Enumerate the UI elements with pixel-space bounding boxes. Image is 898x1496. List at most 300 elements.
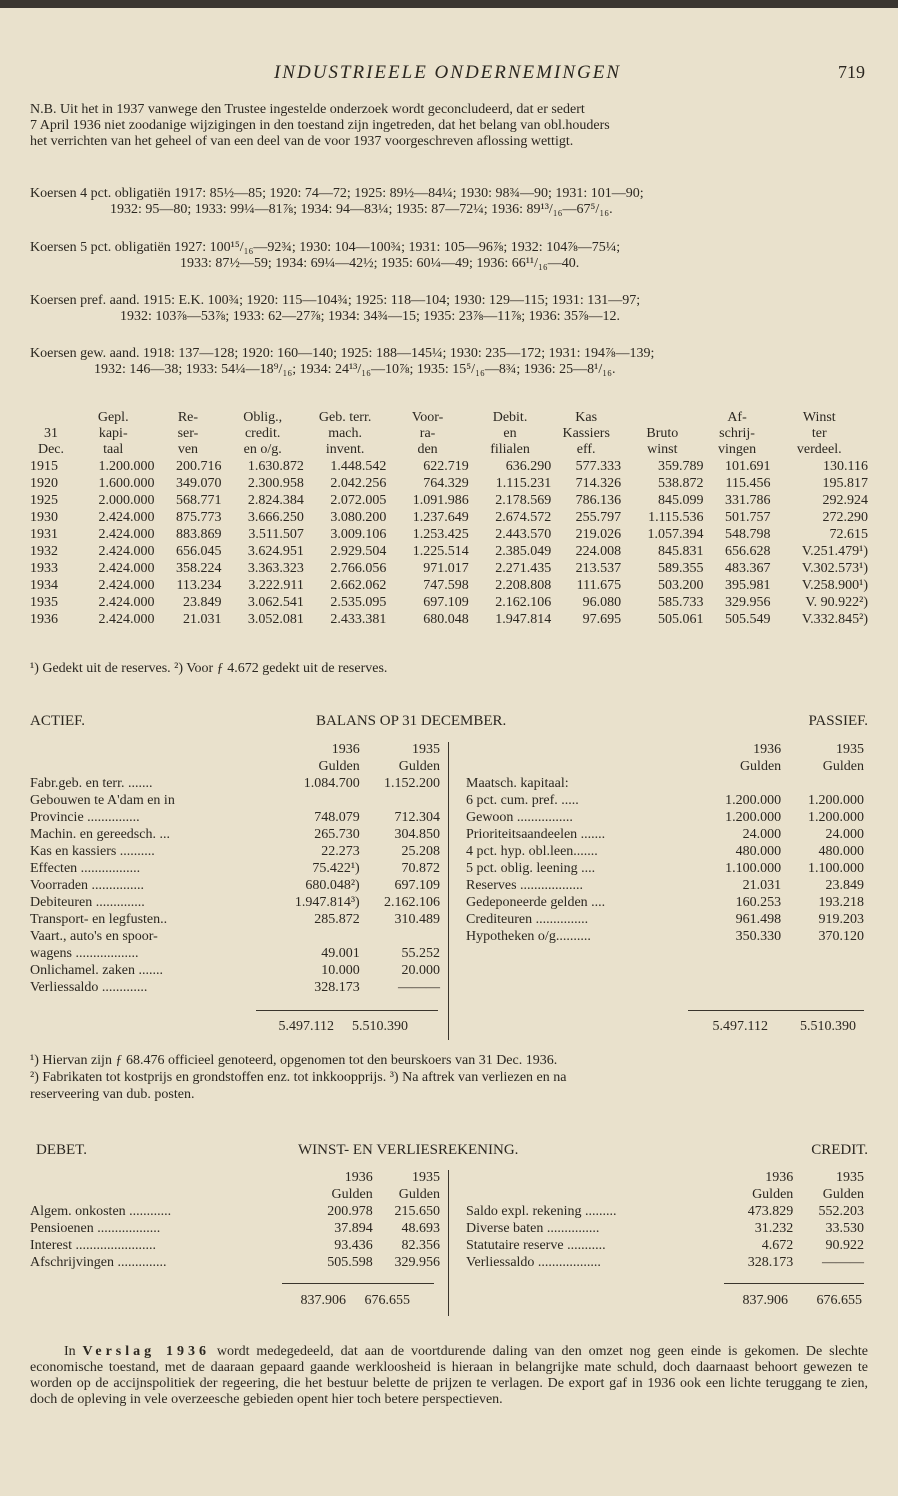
cell-value: 75.422¹) <box>312 861 360 876</box>
table-cell: 2.662.062 <box>330 578 387 593</box>
koersen-pref <box>30 293 868 325</box>
unit-header: Gulden <box>318 759 360 774</box>
cell-value: 350.330 <box>735 929 782 944</box>
table-cell: 358.224 <box>175 561 222 576</box>
actief-total-1936: 5.497.112 <box>278 1019 334 1034</box>
cell-value: 90.922 <box>825 1238 864 1253</box>
wv-title: WINST- EN VERLIESREKENING. <box>298 1142 519 1158</box>
running-title: INDUSTRIEELE ONDERNEMINGEN <box>273 62 621 83</box>
col-header: Bruto winst <box>646 426 679 457</box>
koersen-line: 1932: 103⅞—53⅞; 1933: 62—27⅞; 1934: 34¾—15; 1935: 23⅞—11⅞; 1936: 35⅞—12. <box>120 309 620 324</box>
row-label: Effecten ................. <box>30 861 141 876</box>
cell-value: 748.079 <box>314 810 360 825</box>
col-header: Af- schrij- vingen <box>717 410 757 457</box>
table-cell: 349.070 <box>175 476 222 491</box>
ledger-row <box>466 928 864 945</box>
table-cell: 2.424.000 <box>98 578 155 593</box>
cell-value: 265.730 <box>314 827 360 842</box>
ledger-row <box>30 1203 440 1220</box>
table-cell: 200.716 <box>175 459 222 474</box>
table-cell: V.258.900¹) <box>801 578 868 593</box>
year-header: 1935 <box>412 742 440 757</box>
table-cell: 1.200.000 <box>98 459 155 474</box>
wv-heading <box>30 1142 868 1160</box>
cell-value: 82.356 <box>401 1238 440 1253</box>
koersen-4pct <box>30 186 868 218</box>
cell-value: 215.650 <box>394 1204 440 1219</box>
year-cell: 1933 <box>30 561 58 576</box>
table-cell: 3.666.250 <box>247 510 304 525</box>
table-cell: 680.048 <box>423 612 469 627</box>
balans-note: ²) Fabrikaten tot kostprijs en grondstoffen enz. tot inkkoopprijs. ³) Na aftrek van verliezen en na <box>30 1070 567 1085</box>
cell-value: 480.000 <box>735 844 782 859</box>
cell-value <box>698 775 781 792</box>
financial-table <box>30 410 868 628</box>
table-cell: 2.535.095 <box>330 595 387 610</box>
ledger-row <box>30 775 440 792</box>
year-header: 1935 <box>836 1170 864 1185</box>
row-label: Gewoon ................ <box>466 810 573 825</box>
credit-total-1936: 837.906 <box>742 1293 788 1308</box>
table-cell: 845.099 <box>658 493 704 508</box>
ledger-row <box>30 894 440 911</box>
cell-value: 1.200.000 <box>808 810 864 825</box>
cell-value: 1.084.700 <box>303 776 360 791</box>
table-cell: 2.042.256 <box>330 476 387 491</box>
verslag-text: wordt medegedeeld, dat aan de voortdurende daling van den omzet nog geen einde is gekomen. De slechte economische toestand, met de daaraan gepaard gaande werkloosheid is hieraan in belangrijke mate schuld, doch daarnaast behoort gewezen te worden op de accijnspolitiek der regeering, die het bestuur belette de prijzen te verlagen. De export gaf in 1936 ook een lichte teruggang te zien, doch de opleving in vele overzeesche gebieden opent hier toch betere perspectieven. <box>30 1344 868 1407</box>
cell-value: 329.956 <box>394 1255 440 1270</box>
scan-edge <box>0 0 898 8</box>
table-cell: 395.981 <box>725 578 771 593</box>
ledger-row <box>30 809 440 826</box>
cell-value <box>360 792 440 809</box>
table-cell: 2.271.435 <box>495 561 552 576</box>
unit-header: Gulden <box>398 759 440 774</box>
koersen-line: Koersen pref. aand. 1915: E.K. 100¾; 1920: 115—104¾; 1925: 118—104; 1930: 129—115; 1931: 131—97; <box>30 293 641 308</box>
table-row <box>30 509 868 526</box>
balans-note: reserveering van dub. posten. <box>30 1087 195 1102</box>
table-cell: 2.424.000 <box>98 595 155 610</box>
ledger-row <box>30 843 440 860</box>
balans-title: BALANS OP 31 DECEMBER. <box>316 713 507 729</box>
table-cell: 786.136 <box>575 493 622 508</box>
passief-total-1935: 5.510.390 <box>800 1019 856 1034</box>
ledger-row <box>466 1203 864 1220</box>
cell-value: 1.200.000 <box>808 793 864 808</box>
row-label: Maatsch. kapitaal: <box>466 776 569 791</box>
table-cell: 714.326 <box>575 476 622 491</box>
debet-total-1936: 837.906 <box>300 1293 346 1308</box>
cell-value: ——— <box>398 980 440 995</box>
cell-value: 21.031 <box>742 878 782 893</box>
col-header: Oblig., credit. en o/g. <box>243 410 283 457</box>
cell-value: 25.208 <box>401 844 440 859</box>
cell-value: 31.232 <box>754 1221 794 1236</box>
ledger-row <box>30 928 440 945</box>
table-cell: 2.929.504 <box>330 544 387 559</box>
actief-total-1935: 5.510.390 <box>352 1019 408 1034</box>
cell-value: 48.693 <box>401 1221 440 1236</box>
actief-table <box>30 741 440 996</box>
year-cell: 1932 <box>30 544 58 559</box>
cell-value: 328.173 <box>747 1255 794 1270</box>
debet-table <box>30 1169 440 1271</box>
year-cell: 1930 <box>30 510 58 525</box>
table-cell: 2.162.106 <box>495 595 552 610</box>
cell-value: 37.894 <box>334 1221 373 1236</box>
row-label: Machin. en gereedsch. ... <box>30 827 170 842</box>
ledger-row <box>466 1220 864 1237</box>
total-rule <box>282 1283 434 1284</box>
table-cell: 113.234 <box>176 578 222 593</box>
cell-value: 1.152.200 <box>384 776 440 791</box>
cell-value: 712.304 <box>394 810 440 825</box>
cell-value: 1.100.000 <box>725 861 782 876</box>
table-cell: 1.115.536 <box>648 510 704 525</box>
table-cell: 2.424.000 <box>98 544 155 559</box>
table-cell: 589.355 <box>658 561 704 576</box>
cell-value: 328.173 <box>314 980 360 995</box>
table-cell: 292.924 <box>822 493 868 508</box>
row-label: Crediteuren ............... <box>466 912 589 927</box>
koersen-line: Koersen gew. aand. 1918: 137—128; 1920: 160—140; 1925: 188—145¼; 1930: 235—172; 1931: 194⅞—139; <box>30 346 655 361</box>
table-cell: 130.116 <box>823 459 868 474</box>
table-cell: 503.200 <box>658 578 704 593</box>
credit-total-1935: 676.655 <box>816 1293 862 1308</box>
passief-label: PASSIEF. <box>808 713 868 729</box>
table-cell: 2.424.000 <box>98 612 155 627</box>
table-cell: 3.052.081 <box>247 612 304 627</box>
table-cell: 2.300.958 <box>247 476 304 491</box>
year-header: 1936 <box>753 742 782 757</box>
table-cell: 23.849 <box>182 595 222 610</box>
table-cell: 656.045 <box>175 544 222 559</box>
ledger-row <box>30 826 440 843</box>
table-cell: 2.072.005 <box>330 493 387 508</box>
row-label: Prioriteitsaandeelen ....... <box>466 827 606 842</box>
year-cell: 1935 <box>30 595 58 610</box>
row-label: Debiteuren .............. <box>30 895 145 910</box>
year-header: 1936 <box>344 1170 373 1185</box>
table-cell: V.302.573¹) <box>801 561 868 576</box>
table-cell: 2.385.049 <box>495 544 552 559</box>
row-label: Verliessaldo .................. <box>466 1255 601 1270</box>
ledger-row <box>466 826 864 843</box>
passief-total-1936: 5.497.112 <box>712 1019 768 1034</box>
table-cell: 3.009.106 <box>330 527 387 542</box>
table-cell: 1.253.425 <box>412 527 469 542</box>
debet-total-1935: 676.655 <box>364 1293 410 1308</box>
year-header: 1936 <box>765 1170 794 1185</box>
table-cell: 875.773 <box>175 510 222 525</box>
cell-value: 1.100.000 <box>808 861 864 876</box>
row-label: 4 pct. hyp. obl.leen....... <box>466 844 598 859</box>
row-label: Diverse baten ............... <box>466 1221 600 1236</box>
table-cell: 272.290 <box>822 510 868 525</box>
table-cell: 3.363.323 <box>247 561 304 576</box>
table-cell: 2.000.000 <box>98 493 155 508</box>
year-header: 1935 <box>412 1170 440 1185</box>
cell-value: 10.000 <box>321 963 360 978</box>
table-cell: 97.695 <box>582 612 622 627</box>
cell-value <box>275 928 360 945</box>
cell-value: 310.489 <box>394 912 440 927</box>
koersen-5pct <box>30 240 868 272</box>
cell-value: 49.001 <box>321 946 360 961</box>
table-cell: 1.448.542 <box>330 459 387 474</box>
table-cell: 656.628 <box>725 544 771 559</box>
cell-value: 1.200.000 <box>725 810 782 825</box>
ledger-row <box>30 860 440 877</box>
row-label: Verliessaldo ............. <box>30 980 148 995</box>
table-cell: 111.675 <box>576 578 622 593</box>
table-cell: 255.797 <box>575 510 622 525</box>
table-cell: 331.786 <box>725 493 771 508</box>
col-header: Re- ser- ven <box>177 410 199 457</box>
table-cell: 1.947.814 <box>495 612 552 627</box>
table-cell: 697.109 <box>423 595 469 610</box>
unit-header: Gulden <box>331 1187 373 1202</box>
cell-value: 473.829 <box>747 1204 794 1219</box>
table-row <box>30 526 868 543</box>
ledger-row <box>466 860 864 877</box>
table-cell: 3.222.911 <box>248 578 304 593</box>
credit-table <box>466 1169 864 1271</box>
year-cell: 1920 <box>30 476 58 491</box>
cell-value: 200.978 <box>327 1204 373 1219</box>
ledger-row <box>30 979 440 996</box>
table-cell: 224.008 <box>575 544 622 559</box>
ledger-row <box>466 792 864 809</box>
table-cell: 2.208.808 <box>495 578 552 593</box>
cell-value: 24.000 <box>742 827 782 842</box>
table-cell: 845.831 <box>658 544 704 559</box>
koersen-line: 1932: 146—38; 1933: 54¼—18⁹/₁₆; 1934: 24¹³/₁₆—10⅞; 1935: 15⁵/₁₆—8¾; 1936: 25—8¹/₁₆. <box>94 362 616 377</box>
col-header: Gepl. kapi- taal <box>97 410 129 457</box>
table-cell: 2.824.384 <box>247 493 304 508</box>
table-row <box>30 543 868 560</box>
cell-value: 505.598 <box>327 1255 373 1270</box>
cell-value: 697.109 <box>394 878 440 893</box>
ledger-row <box>466 911 864 928</box>
row-label: Transport- en legfusten.. <box>30 912 168 927</box>
ledger-row <box>30 877 440 894</box>
cell-value: 961.498 <box>735 912 782 927</box>
col-header: Voor- ra- den <box>411 410 444 457</box>
table-row <box>30 492 868 509</box>
table-cell: 585.733 <box>658 595 704 610</box>
table-cell: 1.091.986 <box>412 493 469 508</box>
table-cell: 359.789 <box>658 459 704 474</box>
row-label: wagens .................. <box>30 946 139 961</box>
row-label: Saldo expl. rekening ......... <box>466 1204 617 1219</box>
cell-value: 23.849 <box>825 878 864 893</box>
year-header: 1936 <box>331 742 360 757</box>
ledger-row <box>466 843 864 860</box>
cell-value <box>275 792 360 809</box>
cell-value: 22.273 <box>321 844 360 859</box>
ledger-row <box>466 809 864 826</box>
table-cell: 115.456 <box>725 476 771 491</box>
table-cell: 3.062.541 <box>247 595 304 610</box>
page-number: 719 <box>838 62 865 82</box>
table-cell: 329.956 <box>725 595 771 610</box>
koersen-line: 1932: 95—80; 1933: 99¼—81⅞; 1934: 94—83¼; 1935: 87—72¼; 1936: 89¹³/₁₆—67⁵/₁₆. <box>110 202 613 217</box>
table-cell: 501.757 <box>725 510 771 525</box>
cell-value: 33.530 <box>825 1221 864 1236</box>
ledger-row <box>466 894 864 911</box>
table-row <box>30 594 868 611</box>
nb-line: het verrichten van het geheel of van een deel van de voor 1937 voorgeschreven aflossing wettigt. <box>30 134 574 149</box>
year-cell: 1934 <box>30 578 58 593</box>
table-cell: 195.817 <box>822 476 868 491</box>
verslag-title: Verslag 1936 <box>82 1344 211 1359</box>
table-cell: 3.080.200 <box>330 510 387 525</box>
row-label: 6 pct. cum. pref. ..... <box>466 793 579 808</box>
table-cell: 568.771 <box>175 493 222 508</box>
debet-label: DEBET. <box>36 1142 87 1158</box>
table-cell: 622.719 <box>423 459 469 474</box>
cell-value: 552.203 <box>818 1204 864 1219</box>
table-cell: 2.424.000 <box>98 561 155 576</box>
cell-value: 193.218 <box>818 895 864 910</box>
table-cell: 2.766.056 <box>330 561 387 576</box>
koersen-line: 1933: 87½—59; 1934: 69¼—42½; 1935: 60¼—49; 1936: 66¹¹/₁₆—40. <box>180 256 580 271</box>
year-cell: 1915 <box>30 459 58 474</box>
total-rule <box>688 1010 864 1011</box>
row-label: Reserves .................. <box>466 878 584 893</box>
table-cell: 1.225.514 <box>412 544 469 559</box>
cell-value: 1.947.814³) <box>294 895 360 910</box>
unit-header: Gulden <box>739 759 782 774</box>
cell-value: 4.672 <box>761 1238 794 1253</box>
table-cell: 2.424.000 <box>98 527 155 542</box>
cell-value: 2.162.106 <box>384 895 440 910</box>
ledger-row <box>30 1254 440 1271</box>
table-cell: 2.424.000 <box>98 510 155 525</box>
row-label: 5 pct. oblig. leening .... <box>466 861 596 876</box>
cell-value: 93.436 <box>334 1238 373 1253</box>
table-cell: V. 90.922²) <box>805 595 868 610</box>
cell-value: 304.850 <box>394 827 440 842</box>
table-cell: 3.624.951 <box>247 544 304 559</box>
total-rule <box>256 1010 438 1011</box>
balans-heading <box>30 713 868 731</box>
table-cell: 2.674.572 <box>495 510 552 525</box>
verslag-paragraph <box>30 1344 868 1408</box>
table-cell: 219.026 <box>575 527 622 542</box>
ledger-row <box>466 1237 864 1254</box>
cell-value <box>360 928 440 945</box>
balans-note: ¹) Hiervan zijn ƒ 68.476 officieel genoteerd, opgenomen tot den beurskoers van 31 Dec. 1936. <box>30 1053 558 1068</box>
ledger-row <box>30 792 440 809</box>
table-cell: V.251.479¹) <box>801 544 868 559</box>
table-cell: 505.549 <box>725 612 771 627</box>
credit-label: CREDIT. <box>811 1142 868 1158</box>
cell-value: 919.203 <box>818 912 864 927</box>
table-row <box>30 577 868 594</box>
koersen-line: Koersen 5 pct. obligatiën 1927: 100¹⁵/₁₆—92¾; 1930: 104—100¾; 1931: 105—96⅞; 1932: 104⅞—75¼; <box>30 240 621 255</box>
cell-value: ——— <box>822 1255 864 1270</box>
table-cell: 3.511.507 <box>248 527 304 542</box>
year-header: 1935 <box>836 742 864 757</box>
table-row <box>30 560 868 577</box>
passief-table <box>466 741 864 945</box>
table-cell: 483.367 <box>725 561 771 576</box>
unit-header: Gulden <box>822 1187 864 1202</box>
ledger-row <box>30 1220 440 1237</box>
koersen-line: Koersen 4 pct. obligatiën 1917: 85½—85; 1920: 74—72; 1925: 89½—84¼; 1930: 98¾—90; 1931: 101—90; <box>30 186 644 201</box>
col-header: 31 Dec. <box>37 426 65 457</box>
year-cell: 1925 <box>30 493 58 508</box>
table-cell: 21.031 <box>182 612 222 627</box>
row-label: Gebouwen te A'dam en in <box>30 793 175 808</box>
cell-value: 160.253 <box>735 895 782 910</box>
actief-label: ACTIEF. <box>30 713 86 729</box>
table-row <box>30 475 868 492</box>
row-label: Vaart., auto's en spoor- <box>30 929 158 944</box>
col-header: Winst ter verdeel. <box>796 410 842 457</box>
koersen-gew <box>30 346 868 378</box>
unit-header: Gulden <box>398 1187 440 1202</box>
year-cell: 1936 <box>30 612 58 627</box>
col-header: Debit. en filialen <box>490 410 530 457</box>
table-cell: 1.237.649 <box>412 510 469 525</box>
cell-value: 70.872 <box>401 861 440 876</box>
cell-value: 24.000 <box>825 827 864 842</box>
table-cell: 2.443.570 <box>495 527 552 542</box>
row-label: Provincie ............... <box>30 810 140 825</box>
balans-divider <box>448 742 449 1040</box>
row-label: Algem. onkosten ............ <box>30 1204 172 1219</box>
ledger-row <box>30 1237 440 1254</box>
table-row <box>30 458 868 475</box>
row-label: Afschrijvingen .............. <box>30 1255 167 1270</box>
cell-value: 55.252 <box>401 946 440 961</box>
row-label: Hypotheken o/g.......... <box>466 929 591 944</box>
ledger-row <box>466 1254 864 1271</box>
row-label: Onlichamel. zaken ....... <box>30 963 163 978</box>
verslag-prefix: In <box>64 1344 76 1359</box>
col-header: Geb. terr. mach. invent. <box>318 410 372 457</box>
nb-paragraph <box>30 102 868 150</box>
table-cell: 883.869 <box>175 527 222 542</box>
page-header <box>30 62 865 88</box>
cell-value: 480.000 <box>818 844 864 859</box>
year-cell: 1931 <box>30 527 58 542</box>
table-cell: 2.433.381 <box>330 612 387 627</box>
table-cell: 505.061 <box>658 612 704 627</box>
table-cell: 538.872 <box>658 476 704 491</box>
table-cell: 213.537 <box>575 561 622 576</box>
cell-value: 285.872 <box>314 912 360 927</box>
table-cell: 971.017 <box>423 561 469 576</box>
nb-line: 7 April 1936 niet zoodanige wijzigingen in den toestand zijn ingetreden, dat het belang van obl.houders <box>30 118 610 133</box>
ledger-row <box>30 911 440 928</box>
table-cell: V.332.845²) <box>801 612 868 627</box>
table-cell: 764.329 <box>423 476 469 491</box>
col-header: Kas Kassiers eff. <box>562 410 610 457</box>
table-cell: 577.333 <box>575 459 622 474</box>
ledger-row <box>466 877 864 894</box>
table-cell: 72.615 <box>829 527 868 542</box>
nb-line: N.B. Uit het in 1937 vanwege den Trustee ingestelde onderzoek wordt geconcludeerd, dat er sedert <box>30 102 585 117</box>
row-label: Interest ....................... <box>30 1238 156 1253</box>
cell-value: 680.048²) <box>305 878 360 893</box>
ledger-row <box>30 962 440 979</box>
table-cell: 747.598 <box>423 578 469 593</box>
table-cell: 101.691 <box>725 459 771 474</box>
